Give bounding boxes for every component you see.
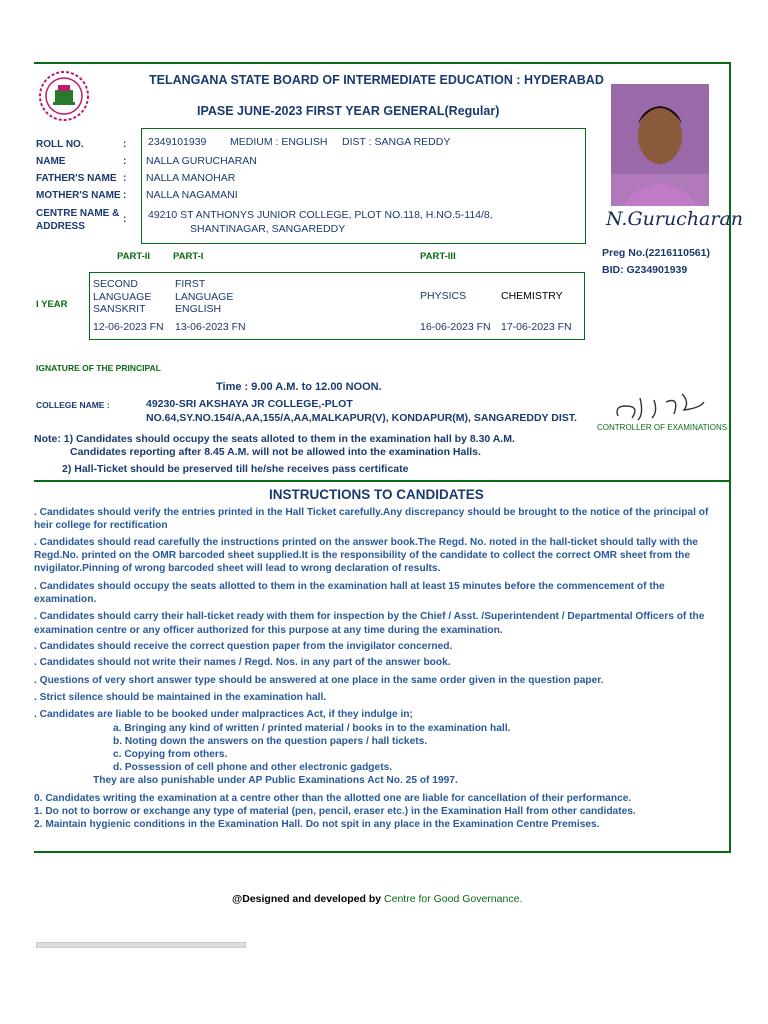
horizontal-scrollbar[interactable] (36, 942, 246, 948)
instruction-line: . Candidates should read carefully the instructions printed on the answer book.The Regd. No. noted in the hall-ticket should tally with the (34, 537, 698, 548)
student-signature: N.Gurucharan (606, 208, 744, 230)
colon: : (123, 214, 127, 225)
part1-header: PART-I (173, 251, 204, 262)
section-divider (34, 480, 731, 482)
board-logo (38, 70, 90, 122)
instruction-line: nvigilator.Pinning of wrong barcoded sheet will lead to wrong declaration of results. (34, 563, 441, 574)
instruction-line: b. Noting down the answers on the question papers / hall tickets. (113, 736, 428, 747)
centre-label: CENTRE NAME & (36, 208, 120, 219)
reg-number: Preg No.(2216110561) (602, 247, 710, 259)
instruction-line: . Candidates should not write their names / Regd. Nos. in any part of the answer book. (34, 657, 451, 668)
colon: : (123, 156, 127, 167)
part1-line: LANGUAGE (175, 290, 234, 303)
part2-line: LANGUAGE (93, 290, 152, 303)
instruction-line: . Candidates should occupy the seats allotted to them in the examination hall at least 15 minutes before the commencement of the (34, 581, 665, 592)
credits-prefix: @Designed and developed by (232, 893, 385, 905)
board-title: TELANGANA STATE BOARD OF INTERMEDIATE EDUCATION : HYDERABAD (149, 73, 604, 87)
instruction-line: Regd.No. printed on the OMR barcoded sheet supplied.It is the responsibility of the candidate to collect the correct OMR sheet from the (34, 550, 691, 561)
chemistry-subject: CHEMISTRY (501, 290, 563, 302)
credits-org-link[interactable]: Centre for Good Governance. (384, 893, 523, 905)
instruction-line: d. Possession of cell phone and other electronic gadgets. (113, 762, 393, 773)
instruction-line: heir college for rectification (34, 520, 168, 531)
father-name: NALLA MANOHAR (146, 172, 236, 184)
centre-address-line2: SHANTINAGAR, SANGAREDDY (190, 223, 346, 235)
controller-signature (610, 388, 710, 424)
chemistry-date: 17-06-2023 FN (501, 321, 572, 333)
principal-signature-label: IGNATURE OF THE PRINCIPAL (36, 363, 161, 373)
year-label: I YEAR (36, 299, 68, 310)
medium: MEDIUM : ENGLISH (230, 136, 328, 148)
exam-time: Time : 9.00 A.M. to 12.00 NOON. (216, 381, 382, 393)
instruction-line: 1. Do not to borrow or exchange any type of material (pen, pencil, eraser etc.) in the Examination Hall from other candidates. (34, 806, 636, 817)
instruction-line: . Candidates are liable to be booked under malpractices Act, if they indulge in; (34, 709, 413, 720)
part2-header: PART-II (117, 251, 151, 262)
student-photo (611, 84, 709, 206)
college-line1: 49230-SRI AKSHAYA JR COLLEGE,-PLOT (146, 398, 353, 410)
instruction-line: They are also punishable under AP Public Examinations Act No. 25 of 1997. (93, 775, 458, 786)
controller-label: CONTROLLER OF EXAMINATIONS (597, 423, 728, 432)
colon: : (123, 190, 127, 201)
colon: : (123, 173, 127, 184)
instruction-line: a. Bringing any kind of written / printed material / books in to the examination hall. (113, 723, 511, 734)
instruction-line: . Candidates should verify the entries printed in the Hall Ticket carefully.Any discrepancy should be brought to the notice of the principal of (34, 507, 709, 518)
instructions-title: INSTRUCTIONS TO CANDIDATES (269, 487, 484, 502)
address-label: ADDRESS (36, 221, 85, 232)
physics-subject: PHYSICS (420, 290, 467, 302)
instruction-line: . Candidates should receive the correct question paper from the invigilator concerned. (34, 641, 453, 652)
centre-address-line1: 49210 ST ANTHONYS JUNIOR COLLEGE, PLOT NO.118, H.NO.5-114/8, (148, 209, 493, 221)
instruction-line: . Questions of very short answer type should be answered at one place in the same order given in the question paper. (34, 675, 604, 686)
part1-line: FIRST (175, 278, 206, 290)
part2-line: SANSKRIT (93, 303, 146, 315)
student-name: NALLA GURUCHARAN (146, 155, 257, 167)
note-2: 2) Hall-Ticket should be preserved till he/she receives pass certificate (62, 463, 409, 475)
name-label: NAME (36, 156, 66, 167)
part2-line: SECOND (93, 278, 138, 290)
note-1b: Candidates reporting after 8.45 A.M. will not be allowed into the examination Halls. (70, 446, 481, 458)
roll-label: ROLL NO. (36, 139, 84, 150)
part2-date: 12-06-2023 FN (93, 321, 164, 333)
instruction-line: . Strict silence should be maintained in the examination hall. (34, 692, 327, 703)
part2-subject (93, 278, 151, 316)
colon: : (123, 139, 127, 150)
mother-label: MOTHER'S NAME (36, 190, 121, 201)
college-line2: NO.64,SY.NO.154/A,AA,155/A,AA,MALKAPUR(V), KONDAPUR(M), SANGAREDDY DIST. (146, 412, 577, 424)
instruction-line: 0. Candidates writing the examination at a centre other than the allotted one are liable for cancellation of their performance. (34, 793, 632, 804)
instruction-line: examination. (34, 594, 97, 605)
bid: BID: G234901939 (602, 264, 688, 276)
instruction-line: c. Copying from others. (113, 749, 228, 760)
father-label: FATHER'S NAME (36, 173, 117, 184)
instruction-line: examination centre or any officer authorized for this purpose at any time during the examination. (34, 625, 503, 636)
exam-title: IPASE JUNE-2023 FIRST YEAR GENERAL(Regular) (197, 104, 500, 118)
part1-line: ENGLISH (175, 303, 222, 315)
physics-date: 16-06-2023 FN (420, 321, 491, 333)
instruction-line: 2. Maintain hygienic conditions in the Examination Hall. Do not spit in any place in the Examination Centre Premises. (34, 819, 600, 830)
college-label: COLLEGE NAME : (36, 400, 110, 410)
note-1: Note: 1) Candidates should occupy the seats alloted to them in the examination hall by 8.30 A.M. (34, 433, 515, 445)
roll-no: 2349101939 (148, 136, 207, 148)
instruction-line: . Candidates should carry their hall-ticket ready with them for inspection by the Chief / Asst. /Superintendent / Departmental Officers of the (34, 611, 705, 622)
credits (232, 893, 522, 905)
part1-subject (175, 278, 233, 316)
mother-name: NALLA NAGAMANI (146, 189, 238, 201)
part3-header: PART-III (420, 251, 456, 262)
district: DIST : SANGA REDDY (342, 136, 451, 148)
part1-date: 13-06-2023 FN (175, 321, 246, 333)
